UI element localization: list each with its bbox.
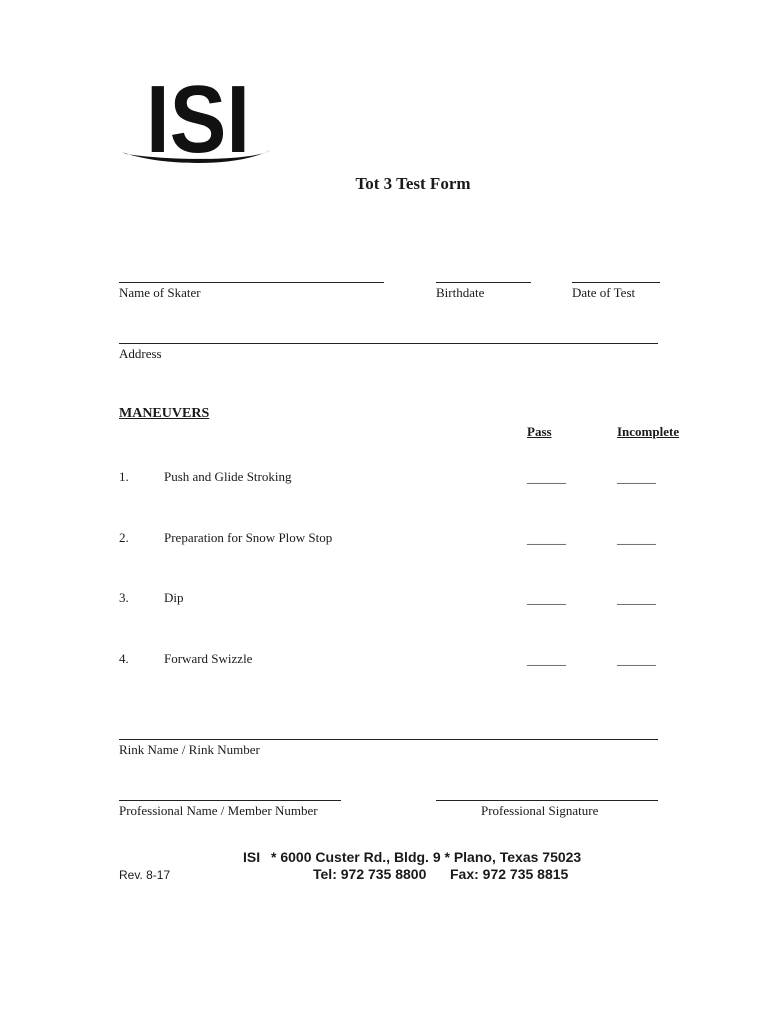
rink-label: Rink Name / Rink Number — [119, 742, 260, 757]
isi-logo-icon — [118, 74, 278, 166]
isi-logo — [118, 74, 278, 166]
maneuver-label: Dip — [164, 590, 184, 605]
professional-line[interactable] — [119, 800, 341, 801]
maneuver-number: 3. — [119, 590, 129, 605]
birthdate-line[interactable] — [436, 282, 531, 283]
signature-label: Professional Signature — [481, 803, 599, 818]
birthdate-label: Birthdate — [436, 285, 485, 300]
footer-address: * 6000 Custer Rd., Bldg. 9 * Plano, Texas 75023 — [271, 849, 582, 865]
footer-org: ISI — [243, 849, 261, 865]
form-title: Tot 3 Test Form — [355, 174, 471, 193]
incomplete-blank[interactable]: ______ — [617, 591, 656, 606]
pass-blank[interactable]: ______ — [527, 591, 566, 606]
skater-name-line[interactable] — [119, 282, 384, 283]
signature-line[interactable] — [436, 800, 658, 801]
date-of-test-label: Date of Test — [572, 285, 636, 300]
maneuver-label: Preparation for Snow Plow Stop — [164, 530, 333, 545]
footer-fax: Fax: 972 735 8815 — [450, 866, 569, 882]
maneuver-number: 2. — [119, 530, 129, 545]
incomplete-column-header: Incomplete — [617, 424, 680, 439]
maneuver-label: Push and Glide Stroking — [164, 469, 292, 484]
maneuvers-heading: MANEUVERS — [119, 406, 210, 421]
revision-label: Rev. 8-17 — [119, 868, 171, 882]
maneuver-label: Forward Swizzle — [164, 651, 253, 666]
pass-blank[interactable]: ______ — [527, 470, 566, 485]
date-of-test-line[interactable] — [572, 282, 660, 283]
address-label: Address — [119, 346, 162, 361]
incomplete-blank[interactable]: ______ — [617, 470, 656, 485]
pass-column-header: Pass — [527, 424, 552, 439]
incomplete-blank[interactable]: ______ — [617, 652, 656, 667]
rink-line[interactable] — [119, 739, 658, 740]
professional-label: Professional Name / Member Number — [119, 803, 318, 818]
svg-text:ISI: ISI — [146, 74, 250, 166]
footer-tel: Tel: 972 735 8800 — [313, 866, 427, 882]
maneuver-number: 1. — [119, 469, 129, 484]
pass-blank[interactable]: ______ — [527, 531, 566, 546]
skater-name-label: Name of Skater — [119, 285, 201, 300]
incomplete-blank[interactable]: ______ — [617, 531, 656, 546]
pass-blank[interactable]: ______ — [527, 652, 566, 667]
maneuver-number: 4. — [119, 651, 129, 666]
address-line[interactable] — [119, 343, 658, 344]
